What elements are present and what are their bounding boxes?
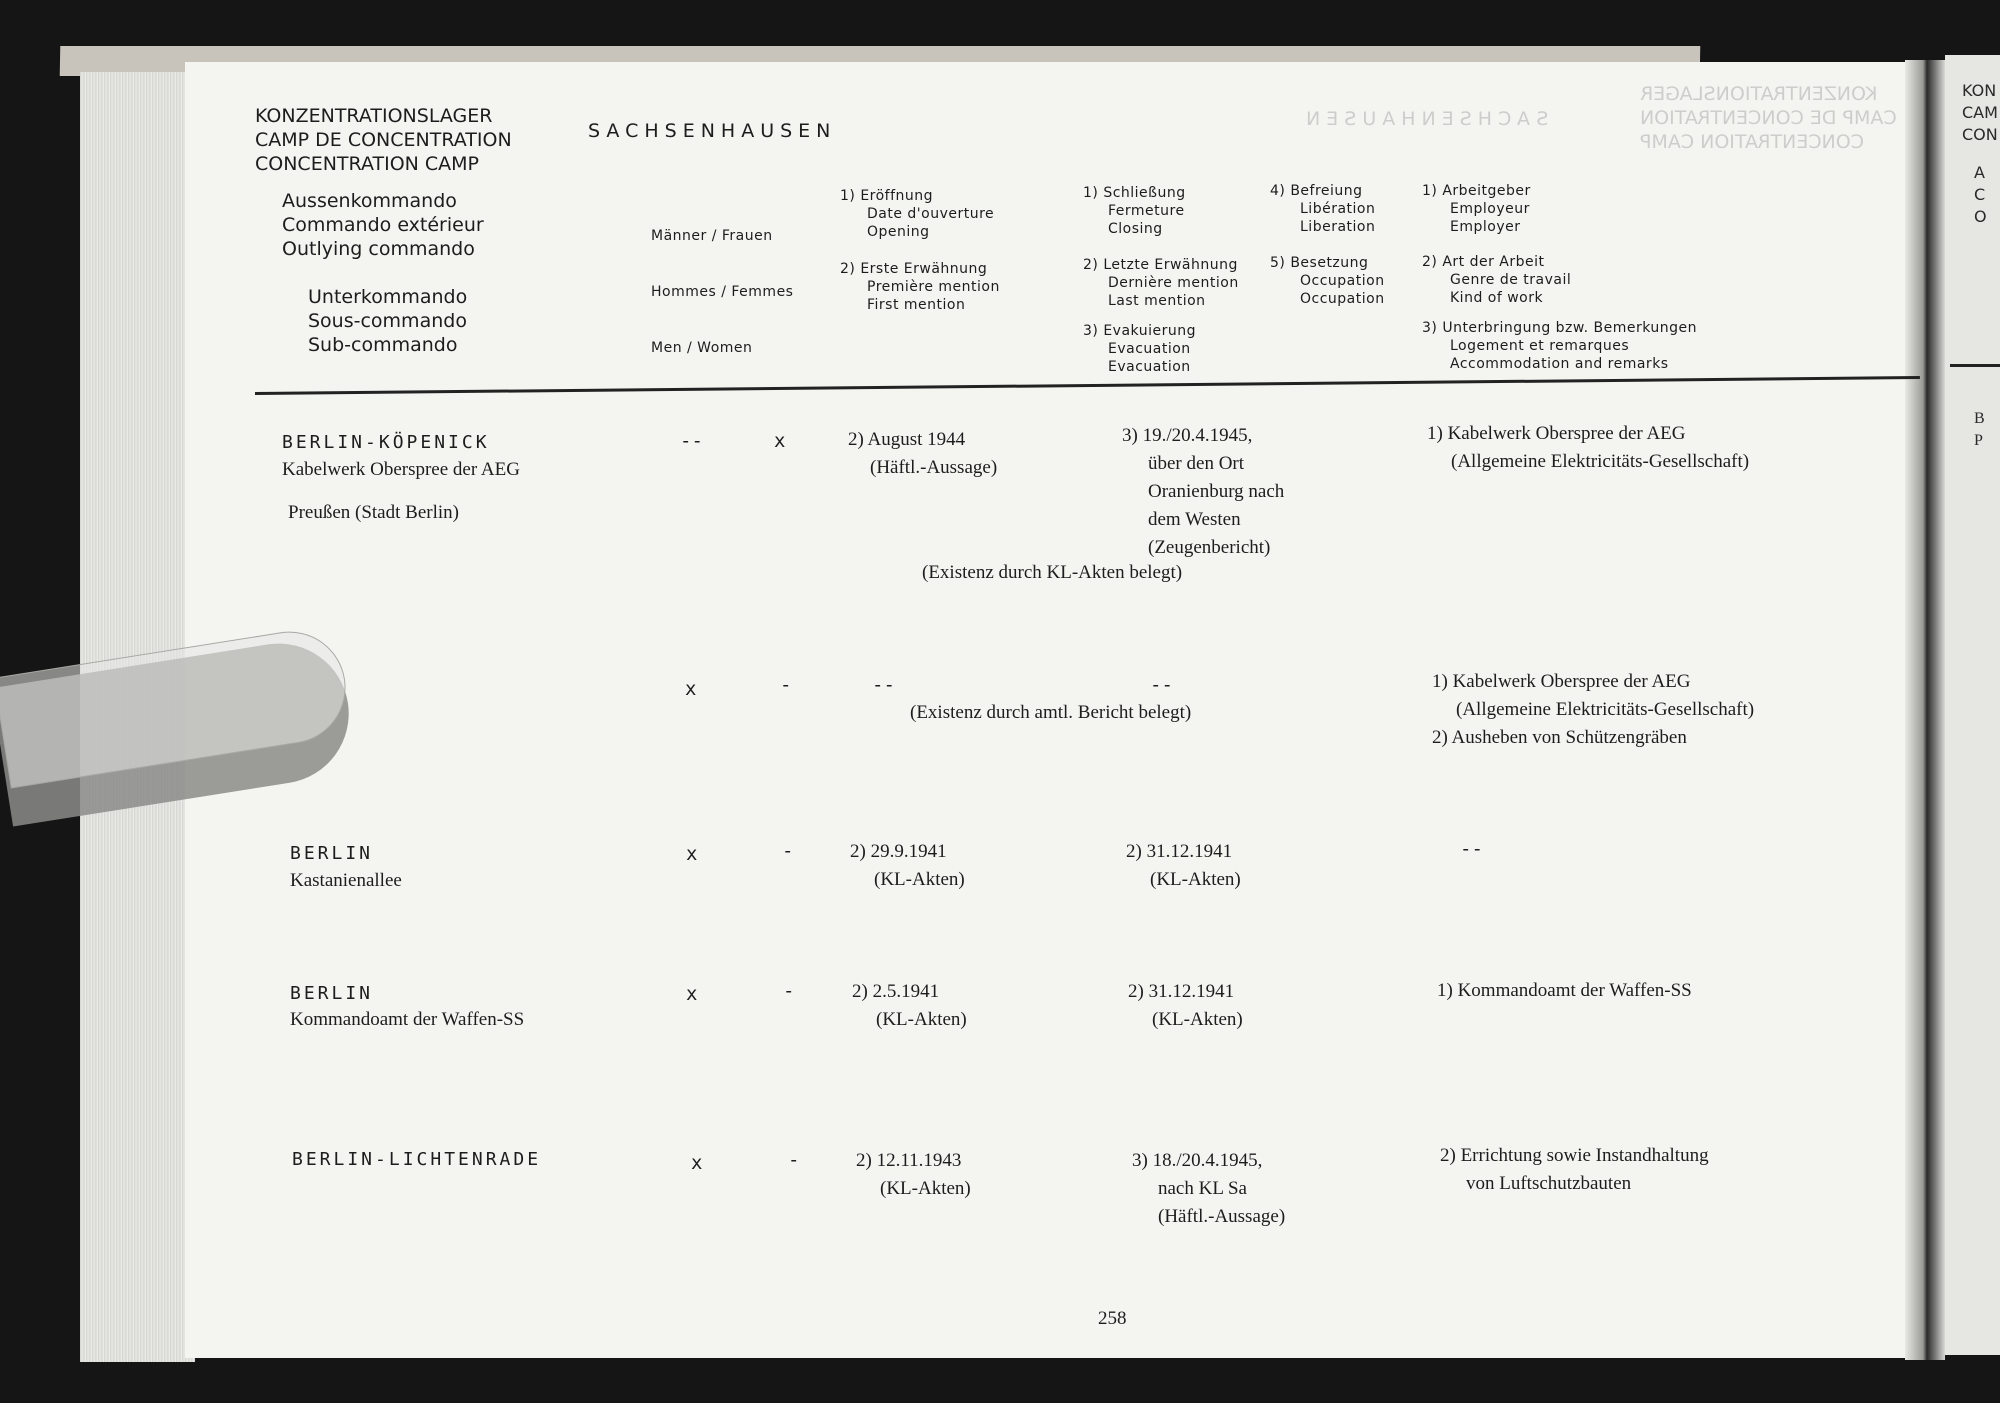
remarks-line: 1) Kabelwerk Oberspree der AEG xyxy=(1432,671,1691,692)
closing-line: (Zeugenbericht) xyxy=(1148,537,1271,558)
gender-line: Männer / Frauen xyxy=(651,228,773,244)
header-line: Employeur xyxy=(1450,201,1530,217)
header-line: 1) Arbeitgeber xyxy=(1422,183,1531,199)
title-line: KONZENTRATIONSLAGER xyxy=(255,105,493,127)
opening-line: (Häftl.-Aussage) xyxy=(870,457,998,478)
header-line: 4) Befreiung xyxy=(1270,183,1363,199)
header-line: 2) Art der Arbeit xyxy=(1422,254,1545,270)
outlying-line: Outlying commando xyxy=(282,238,475,260)
gender-line: Men / Women xyxy=(651,340,753,356)
entry-closing xyxy=(1126,838,1241,894)
header-line: Opening xyxy=(867,224,930,240)
closing-line: über den Ort xyxy=(1148,453,1245,474)
entry-note: (Existenz durch amtl. Bericht belegt) xyxy=(910,702,1192,723)
women-mark: - xyxy=(783,980,795,1002)
closing-line: (Häftl.-Aussage) xyxy=(1158,1206,1286,1227)
closing-line: 3) 19./20.4.1945, xyxy=(1122,425,1253,446)
header-line: Kind of work xyxy=(1450,290,1544,306)
outlying-line: Commando extérieur xyxy=(282,214,484,236)
accommodation-header xyxy=(1422,319,1697,373)
liberation-header xyxy=(1270,182,1375,236)
closing-value: -- xyxy=(1150,674,1173,696)
entry-place: BERLIN-KÖPENICK xyxy=(282,432,490,453)
entry-opening xyxy=(856,1147,971,1203)
entry-note: (Existenz durch KL-Akten belegt) xyxy=(922,562,1183,583)
facing-fragment: A xyxy=(1974,163,1985,182)
header-line: Genre de travail xyxy=(1450,272,1572,288)
closing-line: dem Westen xyxy=(1148,509,1241,530)
first-mention-header xyxy=(840,260,1000,314)
gender-line: Hommes / Femmes xyxy=(651,284,794,300)
entry-place-sub: Kastanienallee xyxy=(290,870,402,891)
title-line: CONCENTRATION CAMP xyxy=(255,153,480,175)
facing-fragment: P xyxy=(1974,432,1983,449)
header-line: Employer xyxy=(1450,219,1521,235)
entry-closing xyxy=(1128,978,1243,1034)
header-line: Occupation xyxy=(1300,273,1385,289)
men-mark: x xyxy=(685,678,697,700)
men-mark: x xyxy=(686,843,698,865)
entry-remarks xyxy=(1440,1142,1709,1198)
book-gutter xyxy=(1905,60,1945,1360)
remarks-line: 2) Ausheben von Schützengräben xyxy=(1432,727,1687,748)
header-line: 1) Eröffnung xyxy=(840,188,934,204)
page-number: 258 xyxy=(1098,1308,1127,1329)
entry-remarks xyxy=(1427,420,1749,476)
opening-line: 2) 12.11.1943 xyxy=(856,1150,962,1171)
header-line: Fermeture xyxy=(1108,203,1185,219)
closing-line: (KL-Akten) xyxy=(1152,1009,1243,1030)
opening-value: -- xyxy=(872,674,895,696)
facing-fragment: CON xyxy=(1962,125,1998,144)
facing-fragment: B xyxy=(1974,410,1985,427)
men-mark: x xyxy=(686,983,698,1005)
facing-page-text xyxy=(1974,408,1985,452)
facing-page-rule xyxy=(1950,364,2000,367)
header-line: 2) Letzte Erwähnung xyxy=(1083,257,1238,273)
opening-line: 2) August 1944 xyxy=(848,429,966,450)
header-line: Libération xyxy=(1300,201,1376,217)
header-line: Occupation xyxy=(1300,291,1385,307)
header-line: Evacuation xyxy=(1108,341,1191,357)
facing-page xyxy=(1945,55,2000,1355)
remarks-line: 1) Kabelwerk Oberspree der AEG xyxy=(1427,423,1686,444)
header-line: Liberation xyxy=(1300,219,1376,235)
work-header xyxy=(1422,253,1571,307)
sub-line: Sous-commando xyxy=(308,310,467,332)
closing-line: 3) 18./20.4.1945, xyxy=(1132,1150,1263,1171)
facing-fragment: O xyxy=(1974,207,1987,226)
entry-remarks: -- xyxy=(1460,838,1483,860)
header-line: 1) Schließung xyxy=(1083,185,1186,201)
remarks-line: von Luftschutzbauten xyxy=(1466,1173,1632,1194)
entry-place-sub: Kabelwerk Oberspree der AEG xyxy=(282,459,520,480)
entry-region: Preußen (Stadt Berlin) xyxy=(288,502,459,523)
men-mark: -- xyxy=(680,430,703,452)
entry-closing xyxy=(1132,1147,1285,1231)
women-mark: - xyxy=(780,674,792,696)
header-line: First mention xyxy=(867,297,966,313)
women-mark: - xyxy=(782,840,794,862)
entry-place: BERLIN xyxy=(290,843,374,864)
entry-closing xyxy=(1122,422,1284,562)
remarks-line: (Allgemeine Elektricitäts-Gesellschaft) xyxy=(1451,451,1750,472)
outlying-block xyxy=(282,189,484,261)
facing-fragment: C xyxy=(1974,185,1986,204)
outlying-line: Aussenkommando xyxy=(282,190,457,212)
show-through-camp: SACHSENHAUSEN xyxy=(1300,108,1549,130)
sub-commando-block xyxy=(308,285,467,357)
opening-header xyxy=(840,187,994,241)
header-line: Première mention xyxy=(867,279,1000,295)
entry-place: BERLIN xyxy=(290,983,374,1004)
last-mention-header xyxy=(1083,256,1239,310)
camp-name: SACHSENHAUSEN xyxy=(588,120,837,142)
show-through-text: KONZENTRATIONSLAGER CAMP DE CONCENTRATION CONCENTRATION CAMP xyxy=(1640,83,1897,153)
sub-line: Unterkommando xyxy=(308,286,468,308)
women-mark: x xyxy=(774,430,786,452)
remarks-line: (Allgemeine Elektricitäts-Gesellschaft) xyxy=(1456,699,1755,720)
header-line: Logement et remarques xyxy=(1450,338,1630,354)
entry-remarks xyxy=(1432,668,1754,752)
entry-opening xyxy=(848,426,997,482)
remarks-line: 2) Errichtung sowie Instandhaltung xyxy=(1440,1145,1709,1166)
closing-line: 2) 31.12.1941 xyxy=(1126,841,1233,862)
closing-line: (KL-Akten) xyxy=(1150,869,1241,890)
entry-remarks: 1) Kommandoamt der Waffen-SS xyxy=(1437,980,1692,1001)
header-line: 3) Unterbringung bzw. Bemerkungen xyxy=(1422,320,1697,336)
sub-line: Sub-commando xyxy=(308,334,458,356)
closing-header xyxy=(1083,184,1186,238)
facing-page-text xyxy=(1962,80,1998,146)
title-line: CAMP DE CONCENTRATION xyxy=(255,129,512,151)
opening-line: 2) 29.9.1941 xyxy=(850,841,947,862)
men-mark: x xyxy=(691,1152,703,1174)
header-line: 5) Besetzung xyxy=(1270,255,1369,271)
entry-place: BERLIN-LICHTENRADE xyxy=(292,1149,542,1170)
entry-place-sub: Kommandoamt der Waffen-SS xyxy=(290,1009,525,1030)
header-line: 2) Erste Erwähnung xyxy=(840,261,988,277)
header-line: Date d'ouverture xyxy=(867,206,995,222)
header-line: 3) Evakuierung xyxy=(1083,323,1196,339)
header-line: Accommodation and remarks xyxy=(1450,356,1669,372)
header-line: Evacuation xyxy=(1108,359,1191,375)
facing-fragment: KON xyxy=(1962,81,1997,100)
entry-opening xyxy=(850,838,965,894)
opening-line: 2) 2.5.1941 xyxy=(852,981,940,1002)
facing-page-text xyxy=(1974,162,1987,228)
closing-line: 2) 31.12.1941 xyxy=(1128,981,1235,1002)
gender-header xyxy=(651,189,793,376)
evacuation-header xyxy=(1083,322,1196,376)
facing-fragment: CAM xyxy=(1962,103,1998,122)
employer-header xyxy=(1422,182,1531,236)
title-block xyxy=(255,104,512,176)
header-line: Last mention xyxy=(1108,293,1206,309)
opening-line: (KL-Akten) xyxy=(880,1178,971,1199)
entry-opening xyxy=(852,978,967,1034)
opening-line: (KL-Akten) xyxy=(874,869,965,890)
women-mark: - xyxy=(788,1149,800,1171)
occupation-header xyxy=(1270,254,1385,308)
header-line: Dernière mention xyxy=(1108,275,1239,291)
opening-line: (KL-Akten) xyxy=(876,1009,967,1030)
closing-line: Oranienburg nach xyxy=(1148,481,1285,502)
closing-line: nach KL Sa xyxy=(1158,1178,1247,1199)
header-line: Closing xyxy=(1108,221,1163,237)
